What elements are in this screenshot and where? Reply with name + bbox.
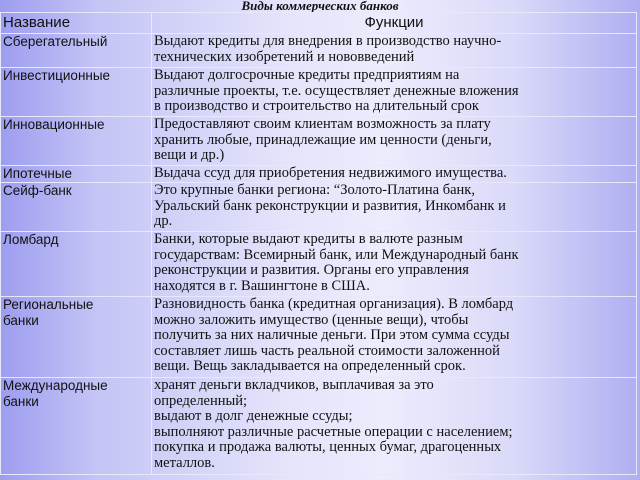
bank-name-cell: Инвестиционные: [1, 68, 152, 117]
bank-types-table: [0, 12, 637, 475]
table-header-row: [1, 13, 637, 34]
table-row: [1, 378, 637, 475]
header-functions: Функции: [152, 13, 637, 34]
table-row: [1, 297, 637, 378]
bank-functions-cell: Предоставляют своим клиентам возможность за плату хранить любые, принадлежащие им ценности (деньги, вещи и др.): [152, 117, 637, 166]
table-row: [1, 68, 637, 117]
bank-name-cell: Сберегательный: [1, 34, 152, 68]
bank-name-cell: Сейф-банк: [1, 183, 152, 232]
bank-functions-cell: хранят деньги вкладчиков, выплачивая за это определенный; выдают в долг денежные ссуды; выполняют различные расчетные операции с населением; покупка и продажа валюты, ценных бумаг, драгоценных металлов.: [152, 378, 637, 475]
bank-functions-cell: Банки, которые выдают кредиты в валюте разным государствам: Всемирный банк, или Международный банк реконструкции и развития. Органы его управления находятся в г. Вашингтоне в США.: [152, 232, 637, 297]
header-name: Название: [1, 13, 152, 34]
bank-functions-cell: Выдача ссуд для приобретения недвижимого имущества.: [152, 166, 637, 183]
table-row: [1, 232, 637, 297]
bank-name-cell: Ипотечные: [1, 166, 152, 183]
table-row: [1, 117, 637, 166]
bank-name-cell: Региональные банки: [1, 297, 152, 378]
bank-functions-cell: Выдают долгосрочные кредиты предприятиям на различные проекты, т.е. осуществляет денежные вложения в производство и строительство на длительный срок: [152, 68, 637, 117]
bank-functions-cell: Это крупные банки региона: “Золото-Платина банк, Уральский банк реконструкции и развития, Инкомбанк и др.: [152, 183, 637, 232]
table-row: [1, 34, 637, 68]
table-row: [1, 183, 637, 232]
bank-name-cell: Международные банки: [1, 378, 152, 475]
bank-functions-cell: Разновидность банка (кредитная организация). В ломбард можно заложить имущество (ценные вещи), чтобы получить за них наличные деньги. При этом сумма ссуды составляет лишь часть реальной стоимости заложенной вещи. Вещь закладывается на определенный срок.: [152, 297, 637, 378]
bank-name-cell: Ломбард: [1, 232, 152, 297]
bank-functions-cell: Выдают кредиты для внедрения в производство научно- технических изобретений и нововведений: [152, 34, 637, 68]
bank-types-table-container: [0, 12, 636, 474]
bank-name-cell: Инновационные: [1, 117, 152, 166]
table-row: [1, 166, 637, 183]
slide-title: Виды коммерческих банков: [241, 0, 399, 13]
